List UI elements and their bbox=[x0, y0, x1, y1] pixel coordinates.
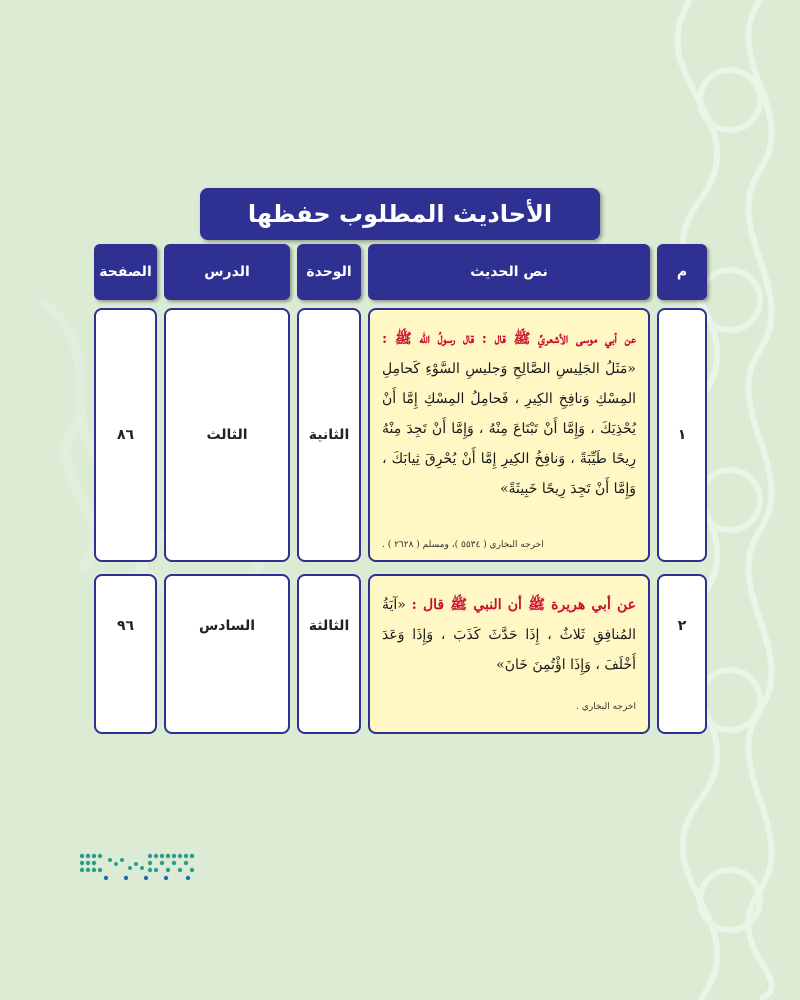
row-2-intro: عن أبي هريرة ﷺ أن النبي ﷺ قال : bbox=[411, 597, 637, 613]
row-1-page: ٨٦ bbox=[94, 308, 157, 562]
row-1-lesson: الثالث bbox=[164, 308, 290, 562]
header-unit: الوحدة bbox=[297, 244, 361, 300]
ministry-logo-icon bbox=[78, 852, 198, 886]
row-2-lesson: السادس bbox=[164, 574, 290, 734]
row-1-source: اخرجه البخاري ( ٥٥٣٤ )، ومسلم ( ٢٦٢٨ ) . bbox=[382, 540, 544, 550]
row-2-hadith bbox=[368, 574, 650, 734]
page-title: الأحاديث المطلوب حفظها bbox=[200, 188, 600, 240]
header-page: الصفحة bbox=[94, 244, 157, 300]
row-2-page: ٩٦ bbox=[94, 574, 157, 734]
row-1-intro: عن أبي موسى الأشعريِّ ﷺ قال : قال رسولُ الله ﷺ : bbox=[382, 331, 636, 347]
row-1-number: ١ bbox=[657, 308, 707, 562]
row-2-text: «آيَةُ المُنافِقِ ثَلاثٌ ، إِذَا حَدَّثَ كَذَبَ ، وَإِذَا وَعَدَ أَخْلَفَ ، وَإِذَا اؤْتُمِنَ خَانَ» bbox=[382, 597, 636, 673]
row-1-hadith bbox=[368, 308, 650, 562]
row-2-unit: الثالثة bbox=[297, 574, 361, 734]
row-2-hadith-body bbox=[382, 590, 636, 680]
header-hadith-text: نص الحديث bbox=[368, 244, 650, 300]
header-number: م bbox=[657, 244, 707, 300]
row-1-hadith-body bbox=[382, 324, 636, 504]
row-1-unit: الثانية bbox=[297, 308, 361, 562]
row-2-source: اخرجه البخاري . bbox=[576, 702, 636, 712]
header-lesson: الدرس bbox=[164, 244, 290, 300]
row-2-number: ٢ bbox=[657, 574, 707, 734]
row-1-text: «مَثَلُ الجَلِيسِ الصَّالِحِ وَجليسِ السَّوْءِ كَحامِلِ المِسْكِ وَنافِخِ الكِيرِ ، فَحامِلُ المِسْكِ إِمَّا أَنْ يُحْذِيَكَ ، وَإِمَّا أَنْ تَبْتَاعَ مِنْهُ ، وَإِمَّا أَنْ تَجِدَ مِنْهُ رِيحًا طَيِّبَةً ، وَنافِخُ الكِيرِ إِمَّا أَنْ يُحْرِقَ ثِيابَكَ ، وَإِمَّا أَنْ تَجِدَ رِيحًا خَبِيثَةً» bbox=[382, 361, 636, 497]
